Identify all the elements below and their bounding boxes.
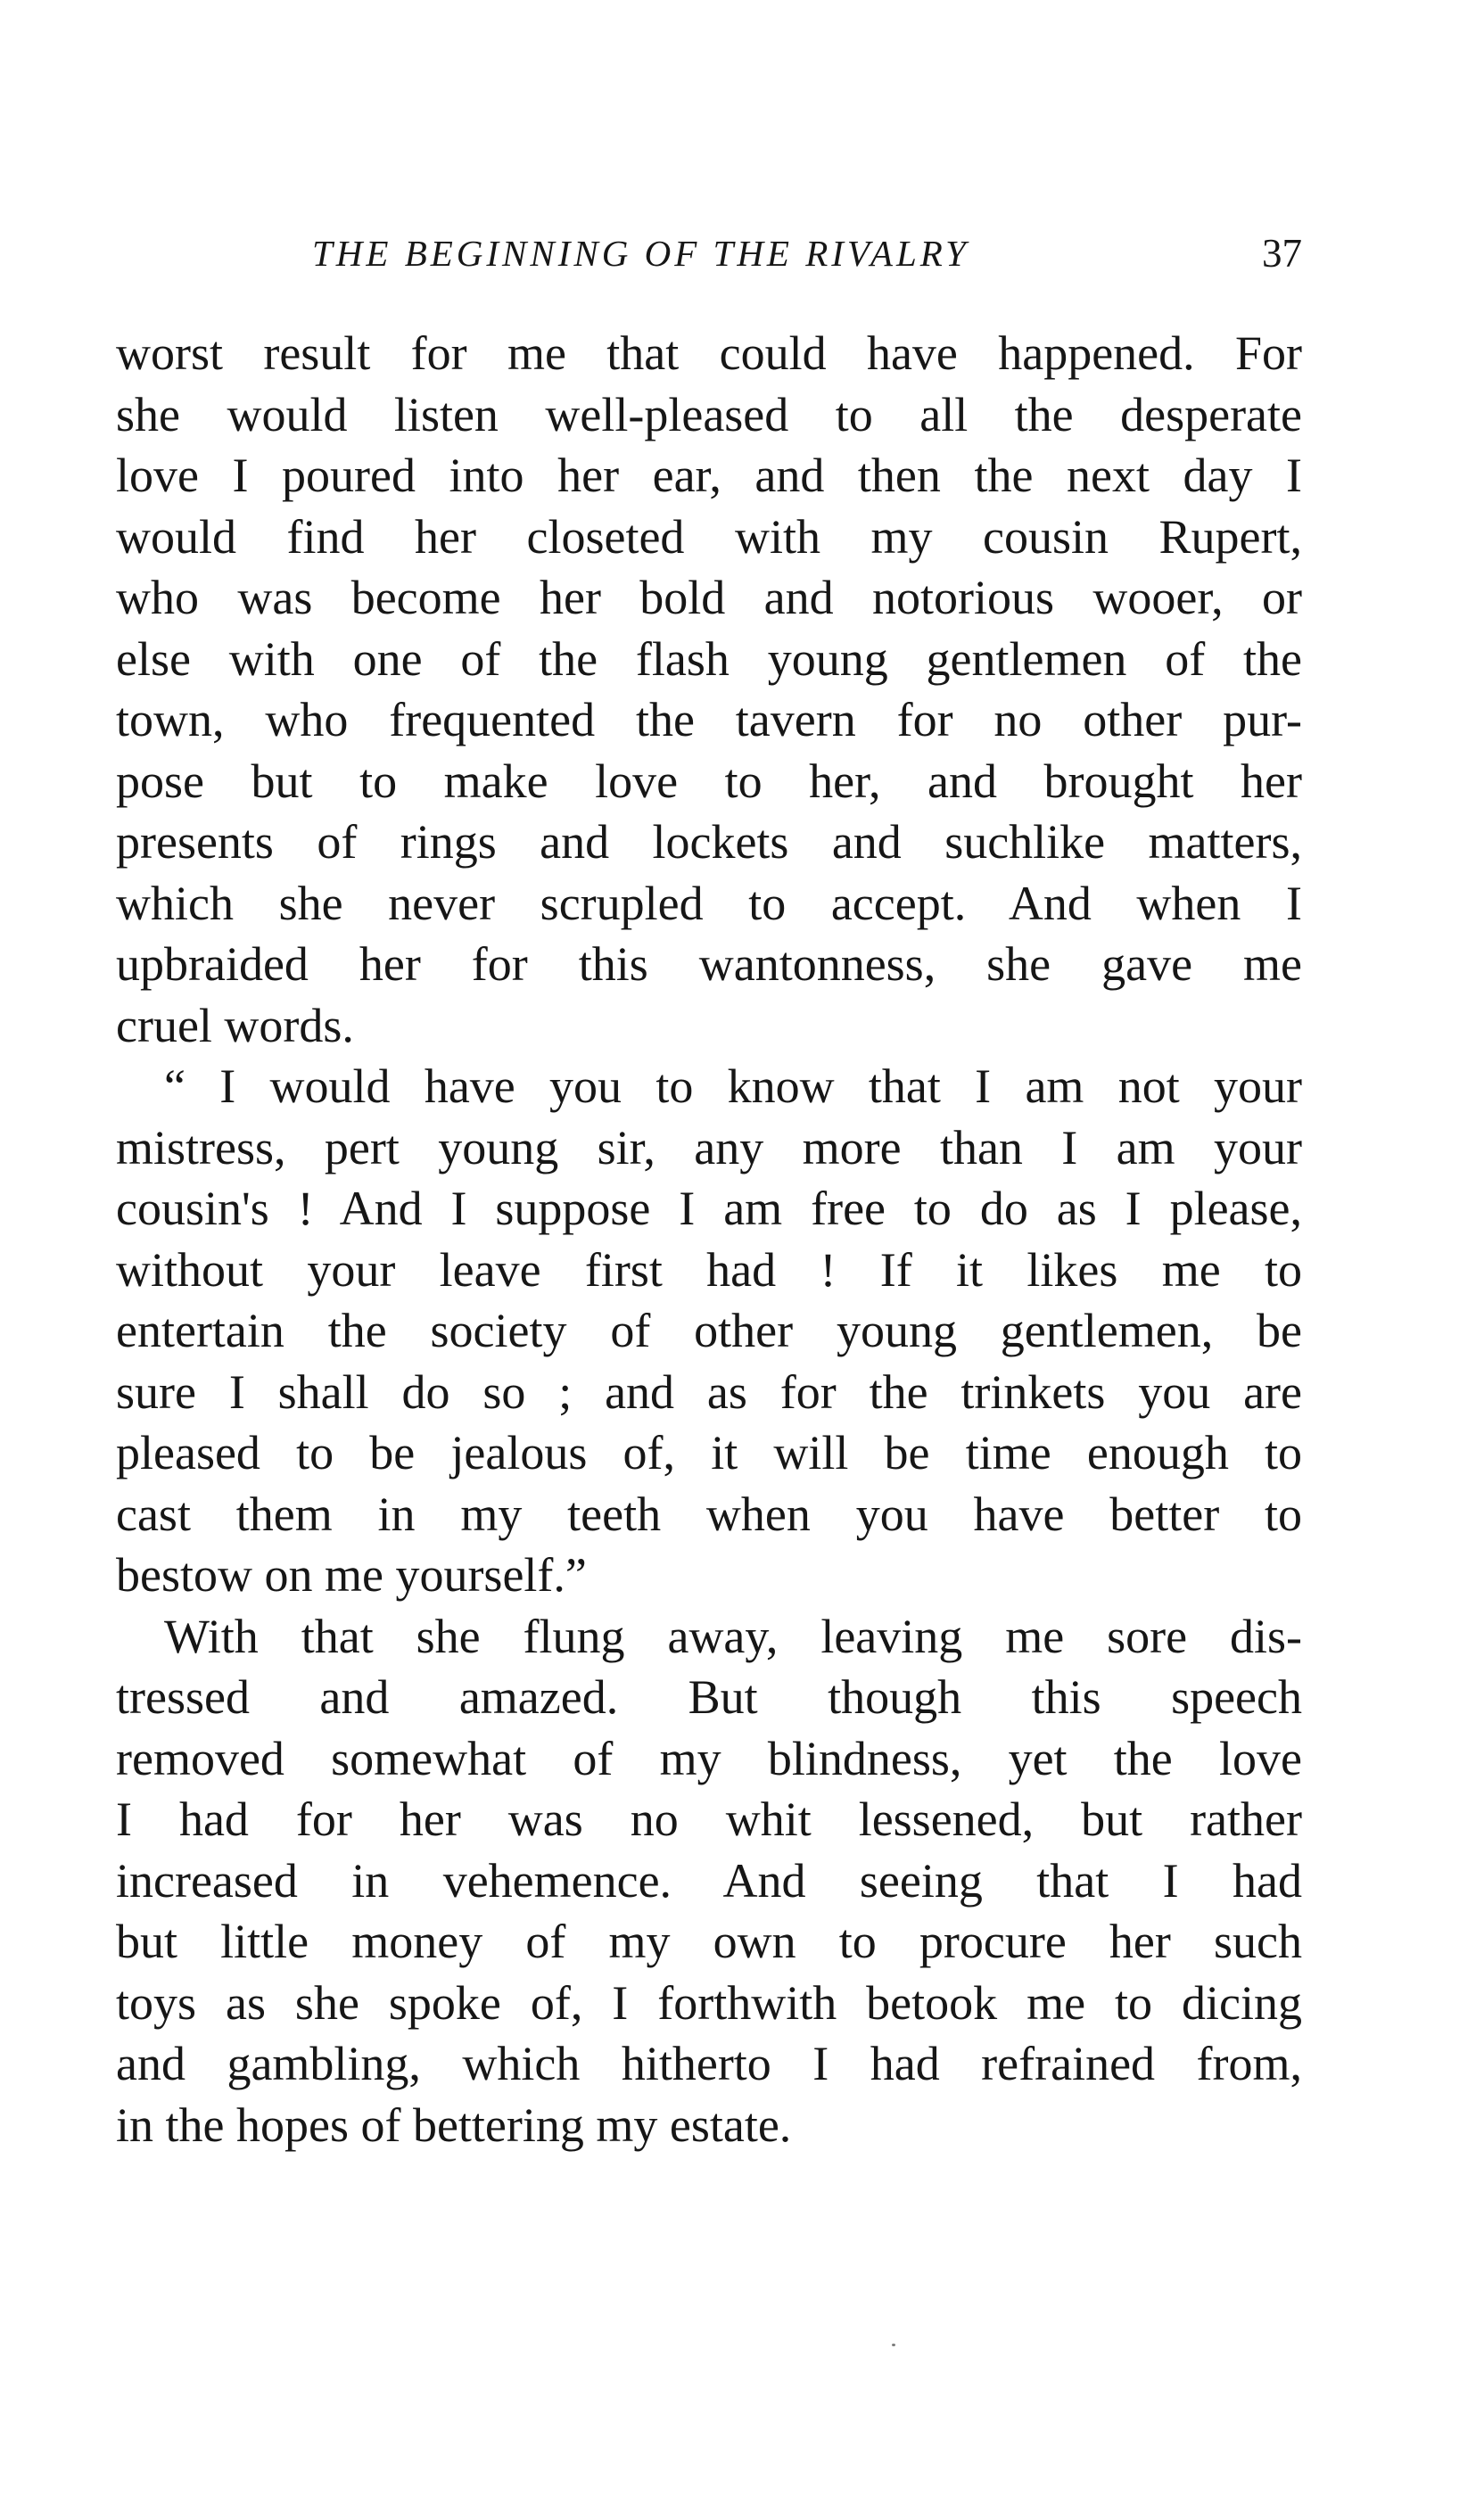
body-text xyxy=(116,323,1302,2155)
text-line: toys as she spoke of, I forthwith betook me to dicing xyxy=(116,1975,1302,2030)
text-line: “ I would have you to know that I am not your xyxy=(164,1059,1302,1113)
paragraph xyxy=(116,1056,1302,1606)
text-line: bestow on me yourself.” xyxy=(116,1548,587,1602)
running-title: THE BEGINNING OF THE RIVALRY xyxy=(312,233,969,274)
text-line: upbraided her for this wantonness, she gave me xyxy=(116,937,1302,991)
text-line: love I poured into her ear, and then the next day I xyxy=(116,449,1302,502)
text-line: mistress, pert young sir, any more than I am your xyxy=(116,1120,1302,1174)
text-line: cruel words. xyxy=(116,998,354,1052)
paragraph xyxy=(116,323,1302,1056)
text-line: without your leave first had ! If it likes me to xyxy=(116,1242,1302,1297)
text-line: in the hopes of bettering my estate. xyxy=(116,2097,792,2152)
text-line: removed somewhat of my blindness, yet the love xyxy=(116,1731,1302,1785)
text-line: else with one of the flash young gentlemen of the xyxy=(116,631,1302,686)
text-line: cousin's ! And I suppose I am free to do as I please, xyxy=(116,1182,1302,1235)
text-line: town, who frequented the tavern for no other pur- xyxy=(116,693,1302,746)
text-line: I had for her was no whit lessened, but rather xyxy=(116,1792,1302,1846)
text-line: tressed and amazed. But though this speech xyxy=(116,1670,1302,1724)
text-line: but little money of my own to procure her such xyxy=(116,1915,1302,1968)
text-line: increased in vehemence. And seeing that I had xyxy=(116,1853,1302,1908)
text-line: presents of rings and lockets and suchlike matters, xyxy=(116,815,1302,869)
text-line: which she never scrupled to accept. And when I xyxy=(116,876,1302,930)
text-line: With that she flung away, leaving me sore dis- xyxy=(164,1609,1302,1663)
text-line: would find her closeted with my cousin Rupert, xyxy=(116,509,1302,564)
text-line: who was become her bold and notorious wooer, or xyxy=(116,571,1302,624)
text-line: pose but to make love to her, and brought her xyxy=(116,754,1302,808)
text-line: cast them in my teeth when you have better to xyxy=(116,1487,1302,1541)
text-line: pleased to be jealous of, it will be time enough to xyxy=(116,1426,1302,1479)
print-speck xyxy=(892,2344,895,2346)
page-number: 37 xyxy=(1262,231,1302,276)
paragraph xyxy=(116,1606,1302,2156)
text-line: and gambling, which hitherto I had refrained from, xyxy=(116,2037,1302,2090)
text-line: worst result for me that could have happened. For xyxy=(116,326,1302,380)
text-line: entertain the society of other young gentlemen, be xyxy=(116,1304,1302,1357)
text-line: sure I shall do so ; and as for the trinkets you are xyxy=(116,1364,1302,1419)
text-line: she would listen well-pleased to all the desperate xyxy=(116,387,1302,441)
running-head xyxy=(116,227,1302,280)
